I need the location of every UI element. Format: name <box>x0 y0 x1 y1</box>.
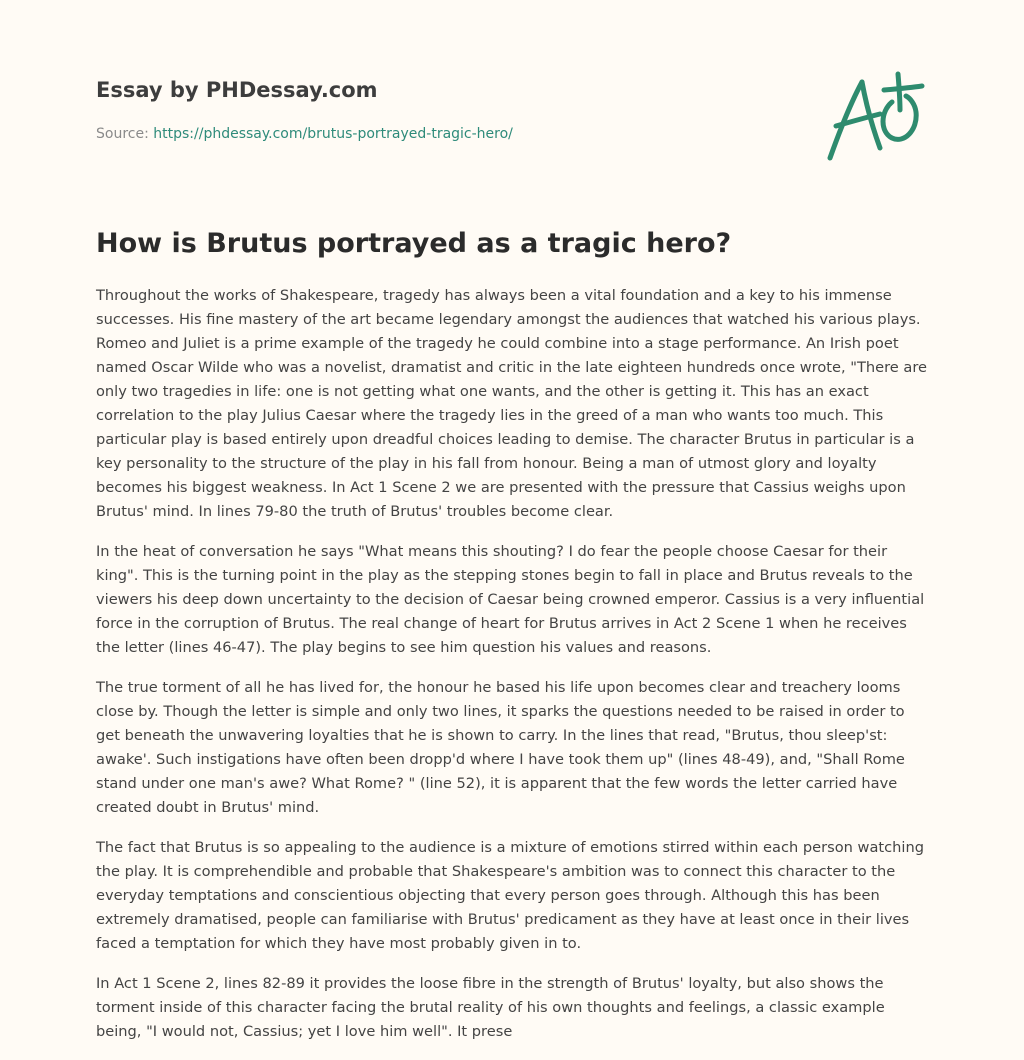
site-header <box>96 76 796 144</box>
source-line <box>96 124 796 144</box>
source-link[interactable]: https://phdessay.com/brutus-portrayed-tragic-hero/ <box>153 126 513 142</box>
essay-paragraph: In the heat of conversation he says "What means this shouting? I do fear the people choose Caesar for their king". This is the turning point in the play as the stepping stones begin to fall in place and Brutus reveals to the viewers his deep down uncertainty to the decision of Caesar being crowned emperor. Cassius is a very influential force in the corruption of Brutus. The real change of heart for Brutus arrives in Act 2 Scene 1 when he receives the letter (lines 46-47). The play begins to see him question his values and reasons. <box>96 543 925 656</box>
brand-title: Essay by PHDessay.com <box>96 78 378 102</box>
essay-paragraph: In Act 1 Scene 2, lines 82-89 it provides the loose fibre in the strength of Brutus' loyalty, but also shows the torment inside of this character facing the brutal reality of his own thoughts and feelings, a classic example being, "I would not, Cassius; yet I love him well". It prese <box>96 975 885 1040</box>
essay-title: How is Brutus portrayed as a tragic hero? <box>96 228 732 259</box>
essay-paragraph: The true torment of all he has lived for, the honour he based his life upon becomes clear and treachery looms close by. Though the letter is simple and only two lines, it sparks the questions needed to be raised in order to get beneath the unwavering loyalties that he is shown to carry. In the lines that read, "Brutus, thou sleep'st: awake'. Such instigations have often been dropp'd where I have took them up" (lines 48-49), and, "Shall Rome stand under one man's awe? What Rome? " (line 52), it is apparent that the few words the letter carried have created doubt in Brutus' mind. <box>96 679 905 816</box>
a-plus-grade-logo-icon <box>822 68 928 164</box>
source-label: Source: <box>96 126 149 142</box>
essay-paragraph: The fact that Brutus is so appealing to the audience is a mixture of emotions stirred within each person watching the play. It is comprehendible and probable that Shakespeare's ambition was to connect this character to the everyday temptations and conscientious objecting that every person goes through. Although this has been extremely dramatised, people can familiarise with Brutus' predicament as they have at least once in their lives faced a temptation for which they have most probably given in to. <box>96 839 924 952</box>
essay-paragraph: Throughout the works of Shakespeare, tragedy has always been a vital foundation and a key to his immense successes. His fine mastery of the art became legendary amongst the audiences that watched his various plays. Romeo and Juliet is a prime example of the tragedy he could combine into a stage performance. An Irish poet named Oscar Wilde who was a novelist, dramatist and critic in the late eighteen hundreds once wrote, "There are only two tragedies in life: one is not getting what one wants, and the other is getting it. This has an exact correlation to the play Julius Caesar where the tragedy lies in the greed of a man who wants too much. This particular play is based entirely upon dreadful choices leading to demise. The character Brutus in particular is a key personality to the structure of the play in his fall from honour. Being a man of utmost glory and loyalty becomes his biggest weakness. In Act 1 Scene 2 we are presented with the pressure that Cassius weighs upon Brutus' mind. In lines 79-80 the truth of Brutus' troubles become clear. <box>96 287 928 520</box>
essay-body <box>96 284 930 1060</box>
